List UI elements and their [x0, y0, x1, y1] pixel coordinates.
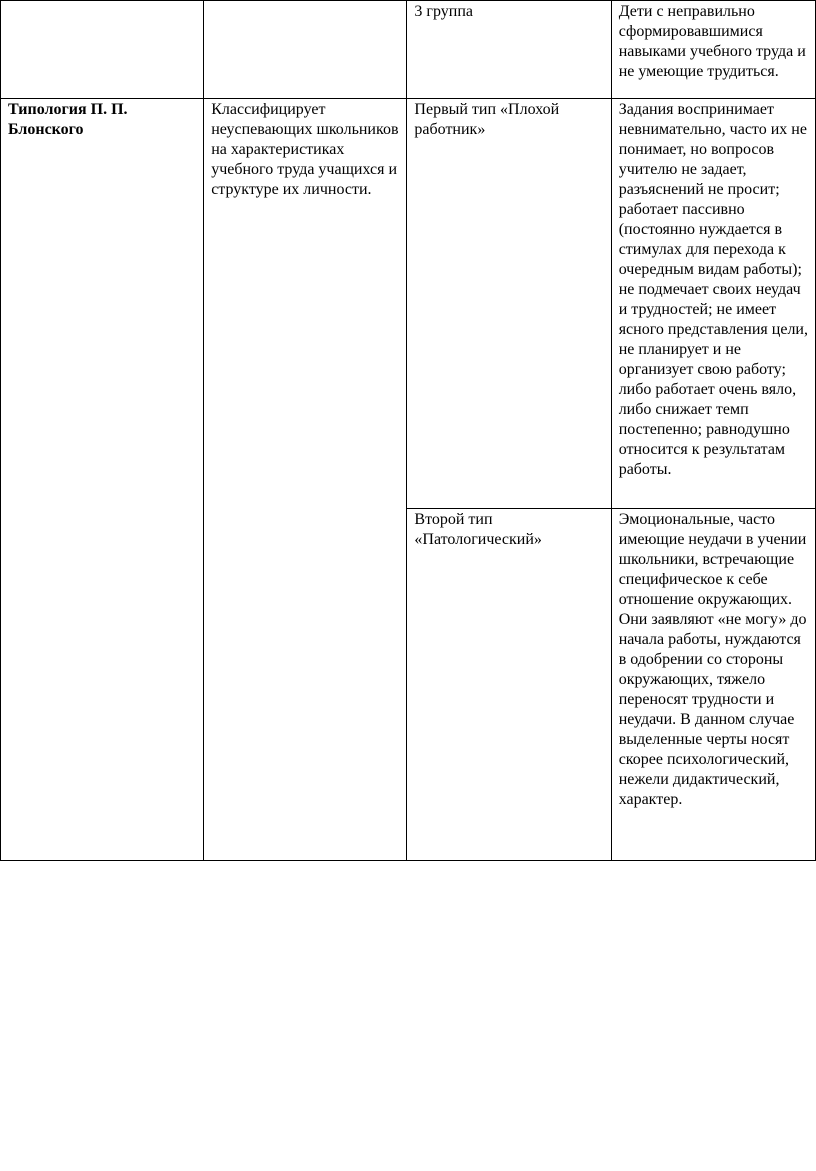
typology-name: Типология П. П. Блонского: [1, 99, 204, 861]
type-label: Первый тип «Плохой работник»: [407, 99, 611, 509]
type-description: Задания воспринимает невнимательно, часто их не понимает, но вопросов учителю не задает, разъяснений не просит; работает пассивно (постоянно нуждается в стимулах для перехода к очередным видам работы); не подмечает своих неудач и трудностей; не имеет ясного представления цели, не планирует и не организует свою работу; либо работает очень вяло, либо снижает темп постепенно; равнодушно относится к результатам работы.: [611, 99, 815, 509]
table-row: [1, 99, 816, 509]
type-label: Второй тип «Патологический»: [407, 509, 611, 861]
group-label: 3 группа: [407, 1, 611, 99]
table-row: [1, 1, 816, 99]
group-description: Дети с неправильно сформировавшимися навыками учебного труда и не умеющие трудиться.: [611, 1, 815, 99]
typology-description: Классифицирует неуспевающих школьников на характеристиках учебного труда учащихся и структуре их личности.: [204, 99, 407, 861]
type-description: Эмоциональные, часто имеющие неудачи в учении школьники, встречающие специфическое к себе отношение окружающих. Они заявляют «не могу» до начала работы, нуждаются в одобрении со стороны окружающих, тяжело переносят трудности и неудачи. В данном случае выделенные черты носят скорее психологический, нежели дидактический, характер.: [611, 509, 815, 861]
empty-cell: [1, 1, 204, 99]
empty-cell: [204, 1, 407, 99]
